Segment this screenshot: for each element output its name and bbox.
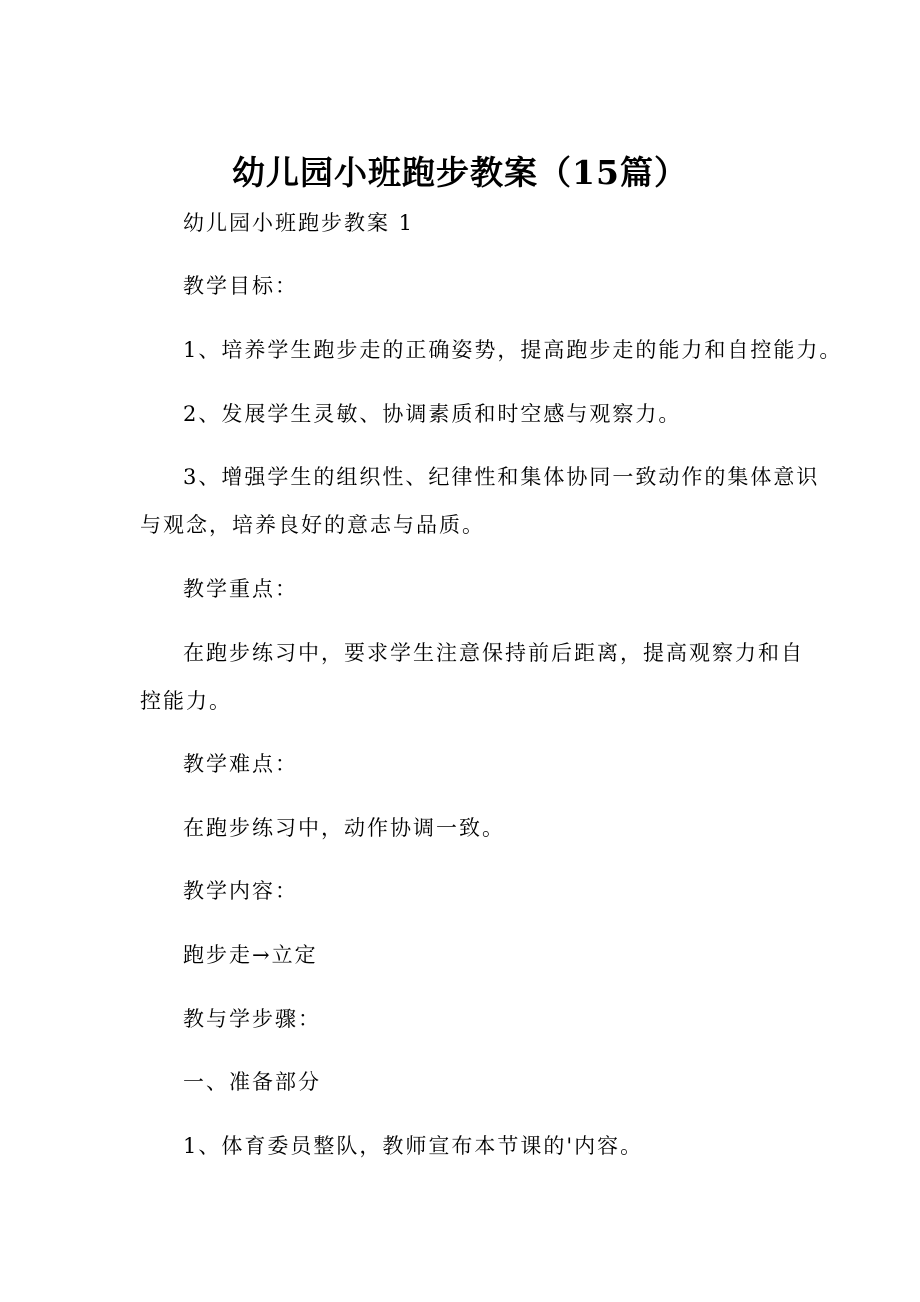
paragraph: 教学内容： — [183, 879, 298, 903]
paragraph: 在跑步练习中，动作协调一致。 — [183, 816, 505, 840]
paragraph: 1、培养学生跑步走的正确姿势，提高跑步走的能力和自控能力。 — [183, 338, 843, 362]
document-title: 幼儿园小班跑步教案（15篇） — [232, 153, 688, 192]
paragraph: 教学目标： — [183, 274, 298, 298]
paragraph-continuation: 控能力。 — [140, 689, 232, 713]
paragraph: 3、增强学生的组织性、纪律性和集体协同一致动作的集体意识 — [183, 465, 820, 489]
paragraph: 教学重点： — [183, 577, 298, 601]
paragraph: 2、发展学生灵敏、协调素质和时空感与观察力。 — [183, 402, 682, 426]
paragraph: 教学难点： — [183, 752, 298, 776]
paragraph: 一、准备部分 — [183, 1070, 321, 1094]
paragraph: 1、体育委员整队，教师宣布本节课的'内容。 — [183, 1134, 644, 1158]
paragraph: 跑步走→立定 — [183, 943, 318, 967]
paragraph-continuation: 与观念，培养良好的意志与品质。 — [140, 513, 485, 537]
section-heading: 幼儿园小班跑步教案 1 — [183, 211, 415, 235]
paragraph: 在跑步练习中，要求学生注意保持前后距离，提高观察力和自 — [183, 641, 804, 665]
paragraph: 教与学步骤： — [183, 1007, 321, 1031]
